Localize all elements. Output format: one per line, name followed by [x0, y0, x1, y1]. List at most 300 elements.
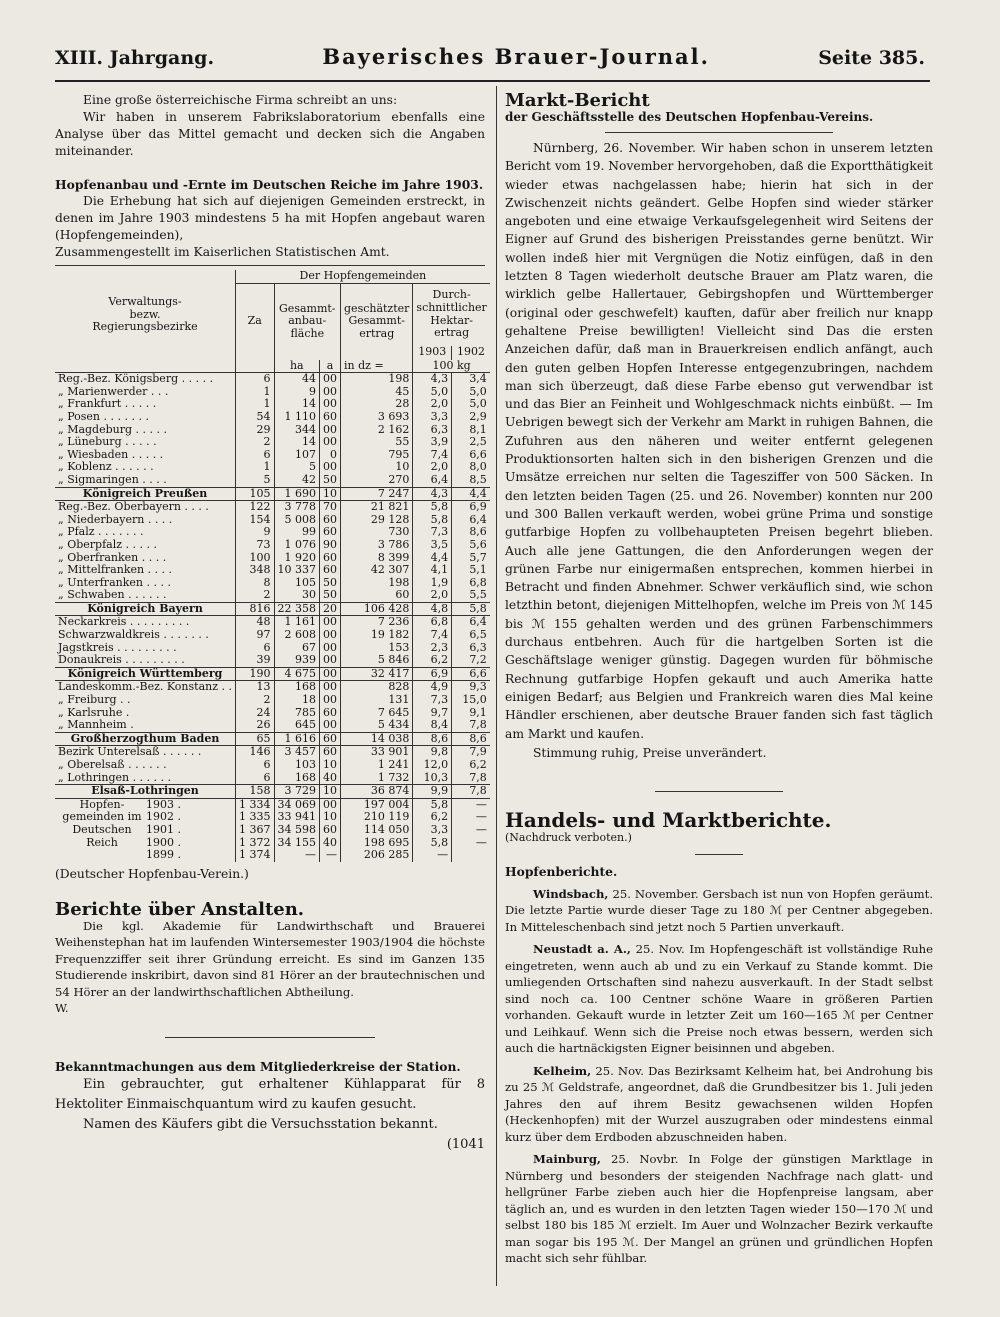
cell-y1: 6,4 — [413, 474, 452, 487]
total-cell-a: 00 — [320, 798, 341, 811]
total-cell-y2: — — [452, 824, 490, 837]
cell-n: 100 — [236, 552, 275, 565]
unit-ha: ha — [274, 360, 320, 373]
cell-y1: 5,0 — [413, 386, 452, 399]
cell-a: 10 — [320, 487, 341, 501]
cell-ha: 1 076 — [274, 539, 320, 552]
total-cell-ha: 34 155 — [274, 837, 320, 850]
cell-y1: 4,3 — [413, 487, 452, 501]
table-row — [55, 589, 490, 602]
cell-ha: 785 — [274, 707, 320, 720]
cell-n: 6 — [236, 772, 275, 785]
cell-y2: 6,9 — [452, 501, 490, 514]
total-cell-y2: — — [452, 798, 490, 811]
cell-dz: 2 162 — [341, 424, 413, 437]
unit-a: a — [320, 360, 341, 373]
report-text: 25. Novbr. In Folge der günstigen Marktlage in Nürnberg und besonders der steigenden Nachfrage nach glatt- und hellgrüner Farbe zieben auch hier die Hopfenpreise langsam, aber täglich an, und es wurden in den letzten Tagen wieder 150—170 ℳ und selbst 180 bis 185 ℳ erzielt. Im Auer und Wolnzacher Bezirk verkaufte man sogar bis 195 ℳ. Der Mangel an grünen und gründlichen Hopfen macht sich sehr fühlbar. — [505, 1152, 934, 1266]
cell-name: „ Schwaben . . . . . . — [58, 588, 167, 602]
cell-a: 00 — [320, 461, 341, 474]
total-cell-a: 40 — [320, 837, 341, 850]
cell-dz: 10 — [341, 461, 413, 474]
cell-y2: 6,4 — [452, 616, 490, 629]
cell-y2: 6,4 — [452, 514, 490, 527]
cell-dz: 828 — [341, 681, 413, 694]
cell-n: 146 — [236, 746, 275, 759]
cell-name: „ Mittelfranken . . . . — [58, 563, 173, 577]
cell-n: 816 — [236, 602, 275, 616]
totals-body — [55, 798, 490, 861]
cell-dz: 33 901 — [341, 746, 413, 759]
cell-dz: 29 128 — [341, 514, 413, 527]
cell-ha: 44 — [274, 373, 320, 386]
cell-a: 70 — [320, 501, 341, 514]
table-top-rule — [55, 265, 485, 266]
cell-y2: 8,6 — [452, 526, 490, 539]
cell-ha: 105 — [274, 577, 320, 590]
cell-y2: 2,9 — [452, 411, 490, 424]
cell-a: 60 — [320, 707, 341, 720]
cell-name: Donaukreis . . . . . . . . . — [58, 653, 185, 667]
cell-y1: 5,8 — [413, 501, 452, 514]
cell-ha: 1 920 — [274, 552, 320, 565]
cell-dz: 1 732 — [341, 772, 413, 785]
cell-name: „ Oberfranken . . . . — [58, 550, 167, 564]
cell-dz: 198 — [341, 373, 413, 386]
market-report-mood: Stimmung ruhig, Preise unverändert. — [533, 745, 767, 760]
total-cell-y2 — [452, 849, 490, 862]
total-cell-y1: 3,3 — [413, 824, 452, 837]
hop-report-item — [505, 886, 933, 936]
table-row — [55, 629, 490, 642]
cell-ha: 1 690 — [274, 487, 320, 501]
table-row — [55, 373, 490, 386]
cell-y2: 6,3 — [452, 642, 490, 655]
cell-a: 60 — [320, 564, 341, 577]
unit-kg: 100 kg — [413, 360, 490, 373]
cell-n: 1 — [236, 461, 275, 474]
cell-name: „ Freiburg . . — [58, 693, 131, 707]
cell-y2: 6,8 — [452, 577, 490, 590]
cell-n: 1 — [236, 398, 275, 411]
table-row — [55, 539, 490, 552]
cell-name: „ Oberpfalz . . . . . — [58, 537, 157, 551]
report-text: 25. Nov. Das Bezirksamt Kelheim hat, bei Androhung bis zu 25 ℳ Geldstrafe, angeordnet, daß die Grundbesitzer bis 1. Juli jeden Jahres den auf ihrem Besitz gewachsenen wilden Hopfen (Heckenhopfen) mit der Wurzel auszugraben oder mindestens einmal kurz über dem Erdboden abzuschneiden haben. — [505, 1063, 933, 1144]
cell-y2: 5,0 — [452, 398, 490, 411]
cell-y2: 7,2 — [452, 654, 490, 667]
cell-dz: 3 786 — [341, 539, 413, 552]
total-cell-y2: — — [452, 837, 490, 850]
cell-name: „ Lothringen . . . . . . — [58, 770, 172, 784]
table-row — [55, 436, 490, 449]
cell-ha: 14 — [274, 398, 320, 411]
cell-name: Reg.-Bez. Oberbayern . . . . — [58, 500, 209, 514]
hop-statistics-intro: Die Erhebung hat sich auf diejenigen Gemeinden erstreckt, in denen im Jahre 1903 mindestens 5 ha mit Hopfen angebaut waren (Hopfengemeinden), — [55, 194, 485, 242]
cell-a: 50 — [320, 589, 341, 602]
cell-y1: 9,7 — [413, 707, 452, 720]
reports-signature: W. — [55, 1001, 69, 1016]
cell-a: 0 — [320, 449, 341, 462]
total-year: 1899 . — [146, 848, 181, 862]
announcements-title: Bekanntmachungen aus dem Mitgliederkreise der Station. — [55, 1058, 461, 1074]
separator — [165, 1037, 375, 1038]
cell-name: „ Posen . . . . . . . — [58, 409, 149, 423]
cell-n: 5 — [236, 474, 275, 487]
total-cell-dz: 206 285 — [341, 849, 413, 862]
table-row — [55, 564, 490, 577]
hop-statistics-title: Hopfenanbau und -Ernte im Deutschen Reiche im Jahre 1903. — [55, 177, 484, 192]
cell-y2: 8,5 — [452, 474, 490, 487]
total-cell-n: 1 367 — [236, 824, 275, 837]
cell-dz: 42 307 — [341, 564, 413, 577]
intro-line-2: Wir haben in unserem Fabrikslaboratorium ebenfalls eine Analyse über das Mittel gemacht und decken sich die Angaben miteinander. — [55, 110, 485, 158]
market-report-subtitle: der Geschäftsstelle des Deutschen Hopfenbau-Vereins. — [505, 110, 874, 124]
cell-ha: 14 — [274, 436, 320, 449]
area-header: Gesammt-anbau-fläche — [274, 283, 341, 360]
cell-n: 122 — [236, 501, 275, 514]
right-column — [505, 92, 933, 1267]
cell-y2: 9,3 — [452, 681, 490, 694]
cell-n: 65 — [236, 732, 275, 746]
announcement-text: Ein gebrauchter, gut erhaltener Kühlapparat für 8 Hektoliter Einmaischquantum wird zu kaufen gesucht. — [55, 1076, 485, 1112]
cell-y2: 9,1 — [452, 707, 490, 720]
total-cell-ha: 34 598 — [274, 824, 320, 837]
cell-n: 105 — [236, 487, 275, 501]
cell-ha: 168 — [274, 681, 320, 694]
cell-n: 73 — [236, 539, 275, 552]
cell-ha: 5 — [274, 461, 320, 474]
cell-y1: 4,3 — [413, 373, 452, 386]
cell-y1: 7,4 — [413, 449, 452, 462]
report-text: 25. November. Gersbach ist nun von Hopfen geräumt. Die letzte Partie wurde dieser Tage zu 180 ℳ per Centner abgegeben. In Mitteleschenbach sind jetzt noch 5 Partien unverkauft. — [505, 886, 934, 934]
cell-y1: 12,0 — [413, 759, 452, 772]
total-cell-y1: — — [413, 849, 452, 862]
cell-y1: 2,0 — [413, 589, 452, 602]
cell-y1: 4,1 — [413, 564, 452, 577]
report-place: Mainburg, — [533, 1152, 601, 1167]
cell-n: 190 — [236, 667, 275, 681]
cell-a: 00 — [320, 694, 341, 707]
total-cell-n: 1 334 — [236, 798, 275, 811]
cell-name: Schwarzwaldkreis . . . . . . . — [58, 628, 209, 642]
cell-y1: 2,0 — [413, 461, 452, 474]
cell-y1: 6,3 — [413, 424, 452, 437]
cell-name: Bezirk Unterelsaß . . . . . . — [58, 745, 202, 759]
reprint-note: (Nachdruck verboten.) — [505, 830, 632, 844]
market-report-title: Markt-Bericht — [505, 90, 650, 111]
cell-name: Königreich Preußen — [55, 487, 236, 501]
cell-y1: 7,3 — [413, 526, 452, 539]
cell-dz: 60 — [341, 589, 413, 602]
total-cell-y2: — — [452, 811, 490, 824]
cell-name: Elsaß-Lothringen — [55, 785, 236, 799]
cell-a: 60 — [320, 526, 341, 539]
cell-y1: 8,6 — [413, 732, 452, 746]
trade-reports-title: Handels- und Marktberichte. — [505, 807, 832, 832]
cell-name: „ Unterfranken . . . . — [58, 575, 171, 589]
yield-header: geschätzter Gesammt-ertrag — [341, 283, 413, 360]
cell-dz: 7 247 — [341, 487, 413, 501]
cell-y2: 5,6 — [452, 539, 490, 552]
total-cell-y1: 6,2 — [413, 811, 452, 824]
cell-y1: 9,9 — [413, 785, 452, 799]
cell-a: 10 — [320, 759, 341, 772]
table-row — [55, 759, 490, 772]
cell-ha: 9 — [274, 386, 320, 399]
total-cell-y1: 5,8 — [413, 798, 452, 811]
cell-y2: 5,8 — [452, 602, 490, 616]
average-header: Durch-schnittlicher Hektar-ertrag — [413, 283, 490, 346]
cell-name: „ Oberelsaß . . . . . . — [58, 758, 167, 771]
hop-reports-title: Hopfenberichte. — [505, 863, 618, 879]
cell-ha: 22 358 — [274, 602, 320, 616]
cell-ha: 3 729 — [274, 785, 320, 799]
announcement-contact: Namen des Käufers gibt die Versuchsstation bekannt. (1041 — [83, 1116, 485, 1152]
count-header: Za — [236, 283, 275, 360]
cell-name: Landeskomm.-Bez. Konstanz . . — [58, 680, 233, 694]
cell-name: „ Magdeburg . . . . . — [58, 422, 168, 436]
table-body — [55, 373, 490, 799]
cell-name: „ Mannheim . — [58, 718, 134, 732]
cell-a: 50 — [320, 577, 341, 590]
cell-ha: 4 675 — [274, 667, 320, 681]
page-number: Seite 385. — [818, 47, 925, 69]
cell-y2: 8,0 — [452, 461, 490, 474]
total-year: 1902 . — [146, 810, 181, 824]
cell-dz: 198 — [341, 577, 413, 590]
cell-y2: 5,7 — [452, 552, 490, 565]
table-row — [55, 654, 490, 667]
total-cell-dz: 114 050 — [341, 824, 413, 837]
total-year: 1903 . — [146, 797, 181, 811]
cell-a: 00 — [320, 654, 341, 667]
cell-y1: 2,3 — [413, 642, 452, 655]
cell-dz: 8 399 — [341, 552, 413, 565]
cell-a: 90 — [320, 539, 341, 552]
total-cell-y1: 5,8 — [413, 837, 452, 850]
cell-a: 60 — [320, 732, 341, 746]
cell-y2: 8,6 — [452, 732, 490, 746]
cell-y1: 2,0 — [413, 398, 452, 411]
cell-a: 00 — [320, 629, 341, 642]
cell-y2: 7,8 — [452, 772, 490, 785]
cell-ha: 67 — [274, 642, 320, 655]
cell-ha: 1 110 — [274, 411, 320, 424]
cell-y2: 15,0 — [452, 694, 490, 707]
cell-y2: 7,8 — [452, 719, 490, 732]
cell-ha: 99 — [274, 526, 320, 539]
report-text: 25. Nov. Im Hopfengeschäft ist vollständige Ruhe eingetreten, wenn auch ab und zu ein Verkauf zu Stande kommt. Die umliegenden Ortschaften sind nahezu ausverkauft. In der Stadt selbst sind noch ca. 100 Centner schöne Waare in größeren Partien vorhanden. Gekauft wurde in letzter Zeit um 160—165 ℳ per Centner und Leihkauf. Wenn sich die Preise noch etwas bessern, werden sich auch die hartnäckigsten Eigner beisinnen und abgeben. — [505, 942, 933, 1056]
table-row — [55, 719, 490, 732]
cell-dz: 730 — [341, 526, 413, 539]
total-year: 1901 . — [146, 822, 181, 836]
cell-y2: 6,5 — [452, 629, 490, 642]
column-divider — [496, 86, 497, 1286]
table-row — [55, 474, 490, 487]
cell-y1: 1,9 — [413, 577, 452, 590]
table-source: (Deutscher Hopfenbau-Verein.) — [55, 866, 249, 881]
cell-ha: 107 — [274, 449, 320, 462]
cell-a: 00 — [320, 719, 341, 732]
reports-title: Berichte über Anstalten. — [55, 898, 305, 920]
cell-ha: 3 778 — [274, 501, 320, 514]
volume-label: XIII. Jahrgang. — [55, 47, 215, 69]
cell-ha: 344 — [274, 424, 320, 437]
total-cell-ha: — — [274, 849, 320, 862]
cell-dz: 795 — [341, 449, 413, 462]
cell-n: 6 — [236, 373, 275, 386]
cell-name: Königreich Bayern — [55, 602, 236, 616]
cell-ha: 10 337 — [274, 564, 320, 577]
total-cell-ha: 34 069 — [274, 798, 320, 811]
report-place: Neustadt a. A., — [533, 942, 631, 957]
cell-a: 00 — [320, 616, 341, 629]
region-header: Verwaltungs- bezw. Regierungsbezirke — [92, 294, 198, 334]
cell-n: 6 — [236, 449, 275, 462]
table-summary-row — [55, 732, 490, 746]
cell-n: 6 — [236, 642, 275, 655]
cell-name: „ Niederbayern . . . . — [58, 512, 173, 526]
cell-n: 1 — [236, 386, 275, 399]
year-1903-header: 1903 — [413, 346, 452, 360]
cell-a: 00 — [320, 386, 341, 399]
cell-ha: 103 — [274, 759, 320, 772]
table-summary-row — [55, 487, 490, 501]
cell-n: 97 — [236, 629, 275, 642]
cell-dz: 55 — [341, 436, 413, 449]
cell-dz: 106 428 — [341, 602, 413, 616]
cell-y1: 4,8 — [413, 602, 452, 616]
hop-report-item — [505, 1151, 933, 1267]
cell-dz: 153 — [341, 642, 413, 655]
cell-y1: 7,4 — [413, 629, 452, 642]
cell-n: 26 — [236, 719, 275, 732]
table-summary-row — [55, 602, 490, 616]
cell-name: „ Karlsruhe . — [58, 705, 130, 719]
total-cell-n: 1 372 — [236, 837, 275, 850]
cell-name: „ Sigmaringen . . . . — [58, 472, 167, 486]
total-label: Hopfen-gemeinden im Deutschen Reich — [62, 797, 142, 849]
total-row — [55, 798, 490, 811]
cell-y1: 10,3 — [413, 772, 452, 785]
cell-dz: 7 236 — [341, 616, 413, 629]
cell-a: 00 — [320, 667, 341, 681]
cell-y1: 3,3 — [413, 411, 452, 424]
intro-line-1: Eine große österreichische Firma schreibt an uns: — [83, 93, 398, 107]
cell-dz: 36 874 — [341, 785, 413, 799]
total-cell-dz: 197 004 — [341, 798, 413, 811]
table-row — [55, 501, 490, 514]
report-place: Windsbach, — [533, 886, 609, 901]
cell-name: „ Marienwerder . . . — [58, 384, 169, 398]
group-header: Der Hopfengemeinden — [236, 270, 490, 283]
cell-y1: 3,9 — [413, 436, 452, 449]
cell-name: „ Lüneburg . . . . . — [58, 435, 157, 449]
cell-a: 00 — [320, 373, 341, 386]
cell-n: 48 — [236, 616, 275, 629]
cell-ha: 645 — [274, 719, 320, 732]
cell-name: Großherzogthum Baden — [55, 732, 236, 746]
cell-name: Neckarkreis . . . . . . . . . — [58, 615, 190, 629]
cell-ha: 30 — [274, 589, 320, 602]
cell-n: 29 — [236, 424, 275, 437]
cell-dz: 5 434 — [341, 719, 413, 732]
cell-n: 2 — [236, 589, 275, 602]
cell-dz: 3 693 — [341, 411, 413, 424]
total-cell-dz: 198 695 — [341, 837, 413, 850]
cell-n: 6 — [236, 759, 275, 772]
reports-text: Die kgl. Akademie für Landwirthschaft und Brauerei Weihenstephan hat im laufenden Wintersemester 1903/1904 die höchste Frequenzziffer seit ihrer Gründung erreicht. Es sind im Ganzen 135 Studierende inskribirt, davon sind 81 Hörer an der brautechnischen und 54 Hörer an der landwirthschaftlichen Abtheilung. — [55, 918, 485, 999]
cell-ha: 2 608 — [274, 629, 320, 642]
cell-dz: 28 — [341, 398, 413, 411]
cell-a: 00 — [320, 398, 341, 411]
cell-y2: 6,6 — [452, 449, 490, 462]
table-row — [55, 772, 490, 785]
total-cell-n: 1 335 — [236, 811, 275, 824]
cell-n: 2 — [236, 694, 275, 707]
cell-y2: 6,6 — [452, 667, 490, 681]
cell-y1: 4,9 — [413, 681, 452, 694]
cell-y2: 5,0 — [452, 386, 490, 399]
total-cell-a: 60 — [320, 824, 341, 837]
cell-dz: 32 417 — [341, 667, 413, 681]
year-1902-header: 1902 — [452, 346, 490, 360]
cell-n: 158 — [236, 785, 275, 799]
cell-a: 50 — [320, 474, 341, 487]
cell-y1: 7,3 — [413, 694, 452, 707]
cell-name: „ Koblenz . . . . . . — [58, 460, 154, 474]
table-summary-row — [55, 785, 490, 799]
cell-y1: 4,4 — [413, 552, 452, 565]
cell-n: 54 — [236, 411, 275, 424]
cell-name: „ Wiesbaden . . . . . — [58, 447, 164, 461]
cell-a: 60 — [320, 514, 341, 527]
total-cell-ha: 33 941 — [274, 811, 320, 824]
cell-name: „ Frankfurt . . . . . — [58, 397, 157, 411]
table-summary-row — [55, 667, 490, 681]
cell-y1: 3,5 — [413, 539, 452, 552]
header-rule — [55, 80, 930, 82]
table-row — [55, 694, 490, 707]
cell-dz: 131 — [341, 694, 413, 707]
cell-ha: 42 — [274, 474, 320, 487]
cell-name: Jagstkreis . . . . . . . . . — [58, 640, 177, 654]
hop-report-item — [505, 1063, 933, 1146]
total-cell-a: — — [320, 849, 341, 862]
cell-y1: 6,9 — [413, 667, 452, 681]
cell-n: 348 — [236, 564, 275, 577]
total-cell-dz: 210 119 — [341, 811, 413, 824]
cell-ha: 1 161 — [274, 616, 320, 629]
cell-a: 00 — [320, 436, 341, 449]
cell-a: 60 — [320, 552, 341, 565]
cell-ha: 3 457 — [274, 746, 320, 759]
total-cell-a: 10 — [320, 811, 341, 824]
cell-n: 9 — [236, 526, 275, 539]
cell-n: 13 — [236, 681, 275, 694]
journal-title: Bayerisches Brauer-Journal. — [322, 44, 710, 69]
cell-n: 154 — [236, 514, 275, 527]
cell-n: 39 — [236, 654, 275, 667]
cell-name: „ Pfalz . . . . . . . — [58, 525, 144, 539]
market-report-body: Nürnberg, 26. November. Wir haben schon in unserem letzten Bericht vom 19. November hervorgehoben, daß die Exportthätigkeit wieder etwas nachgelassen habe; hierin hat sich in der Zwischenzeit nichts geändert. Gelbe Hopfen sind wieder stärker angeboten und eine etwaige Verkaufsgelegenheit wird Seitens der Eigner auf Grund des bisherigen Preisstandes gerne benützt. Wir wollen indeß hier mit Vergnügen die Notiz einfügen, daß in den letzten 8 Tagen wiederholt deutsche Brauer am Platz waren, die wirklich gelbe Hallertauer, Gebirgshopfen und Württemberger (original oder geschwefelt) kauften, dafür aber freilich nur knapp gehaltene Preise bewilligten! Vielleicht sind Das die ersten Anzeichen dafür, daß man in Brauerkreisen endlich anfängt, auch den guten gelben Hopfen Interesse entgegenzubringen, nachdem man sich überzeugt, daß diese Farbe ebenso gut verwendbar ist und das Bier an Feinheit und Wohlgeschmack nichts einbüßt. — Im Uebrigen bewegt sich der Verkehr am Markt in ruhigen Bahnen, die Zufuhren aus den näheren und weiter entfernt gelegenen Produktionsorten halten sich in den bisherigen Grenzen und die Umsätze erreichen nur selten die Tagesziffer von 500 Säcken. In den letzten beiden Tagen (25. und 26. November) konnten nur 200 und 300 Ballen verkauft werden, wobei grüne Prima und sonstige gutfarbige Hopfen zu vollbehaupteten Preisen begehrt blieben. Auch alle jene Gattungen, die den Anforderungen wegen der grünen Farbe nur einigermaßen entsprechen, kommen hierbei in Betracht und finden Abnehmer. Schwer verkäuflich sind, wie schon letzthin betont, diejenigen Mittelhopfen, welche im Preis von ℳ 145 bis ℳ 155 gehalten werden und des grünen Farbenschimmers durchaus entbehren. Auch für die hartgelben Sorten ist die Geschäftslage weniger günstig. Dagegen wurden für böhmische Rechnung gutfarbige Hopfen gekauft und auch Amerika hatte einigen Bedarf; aus Belgien und Frankreich waren dies Mal keine Händler erschienen, aber deutsche Brauer fanden sich fast täglich am Markt und kaufen. — [505, 141, 933, 741]
cell-y1: 9,8 — [413, 746, 452, 759]
cell-y2: 2,5 — [452, 436, 490, 449]
cell-dz: 14 038 — [341, 732, 413, 746]
total-cell-n: 1 374 — [236, 849, 275, 862]
cell-dz: 21 821 — [341, 501, 413, 514]
cell-y2: 4,4 — [452, 487, 490, 501]
cell-n: 2 — [236, 436, 275, 449]
